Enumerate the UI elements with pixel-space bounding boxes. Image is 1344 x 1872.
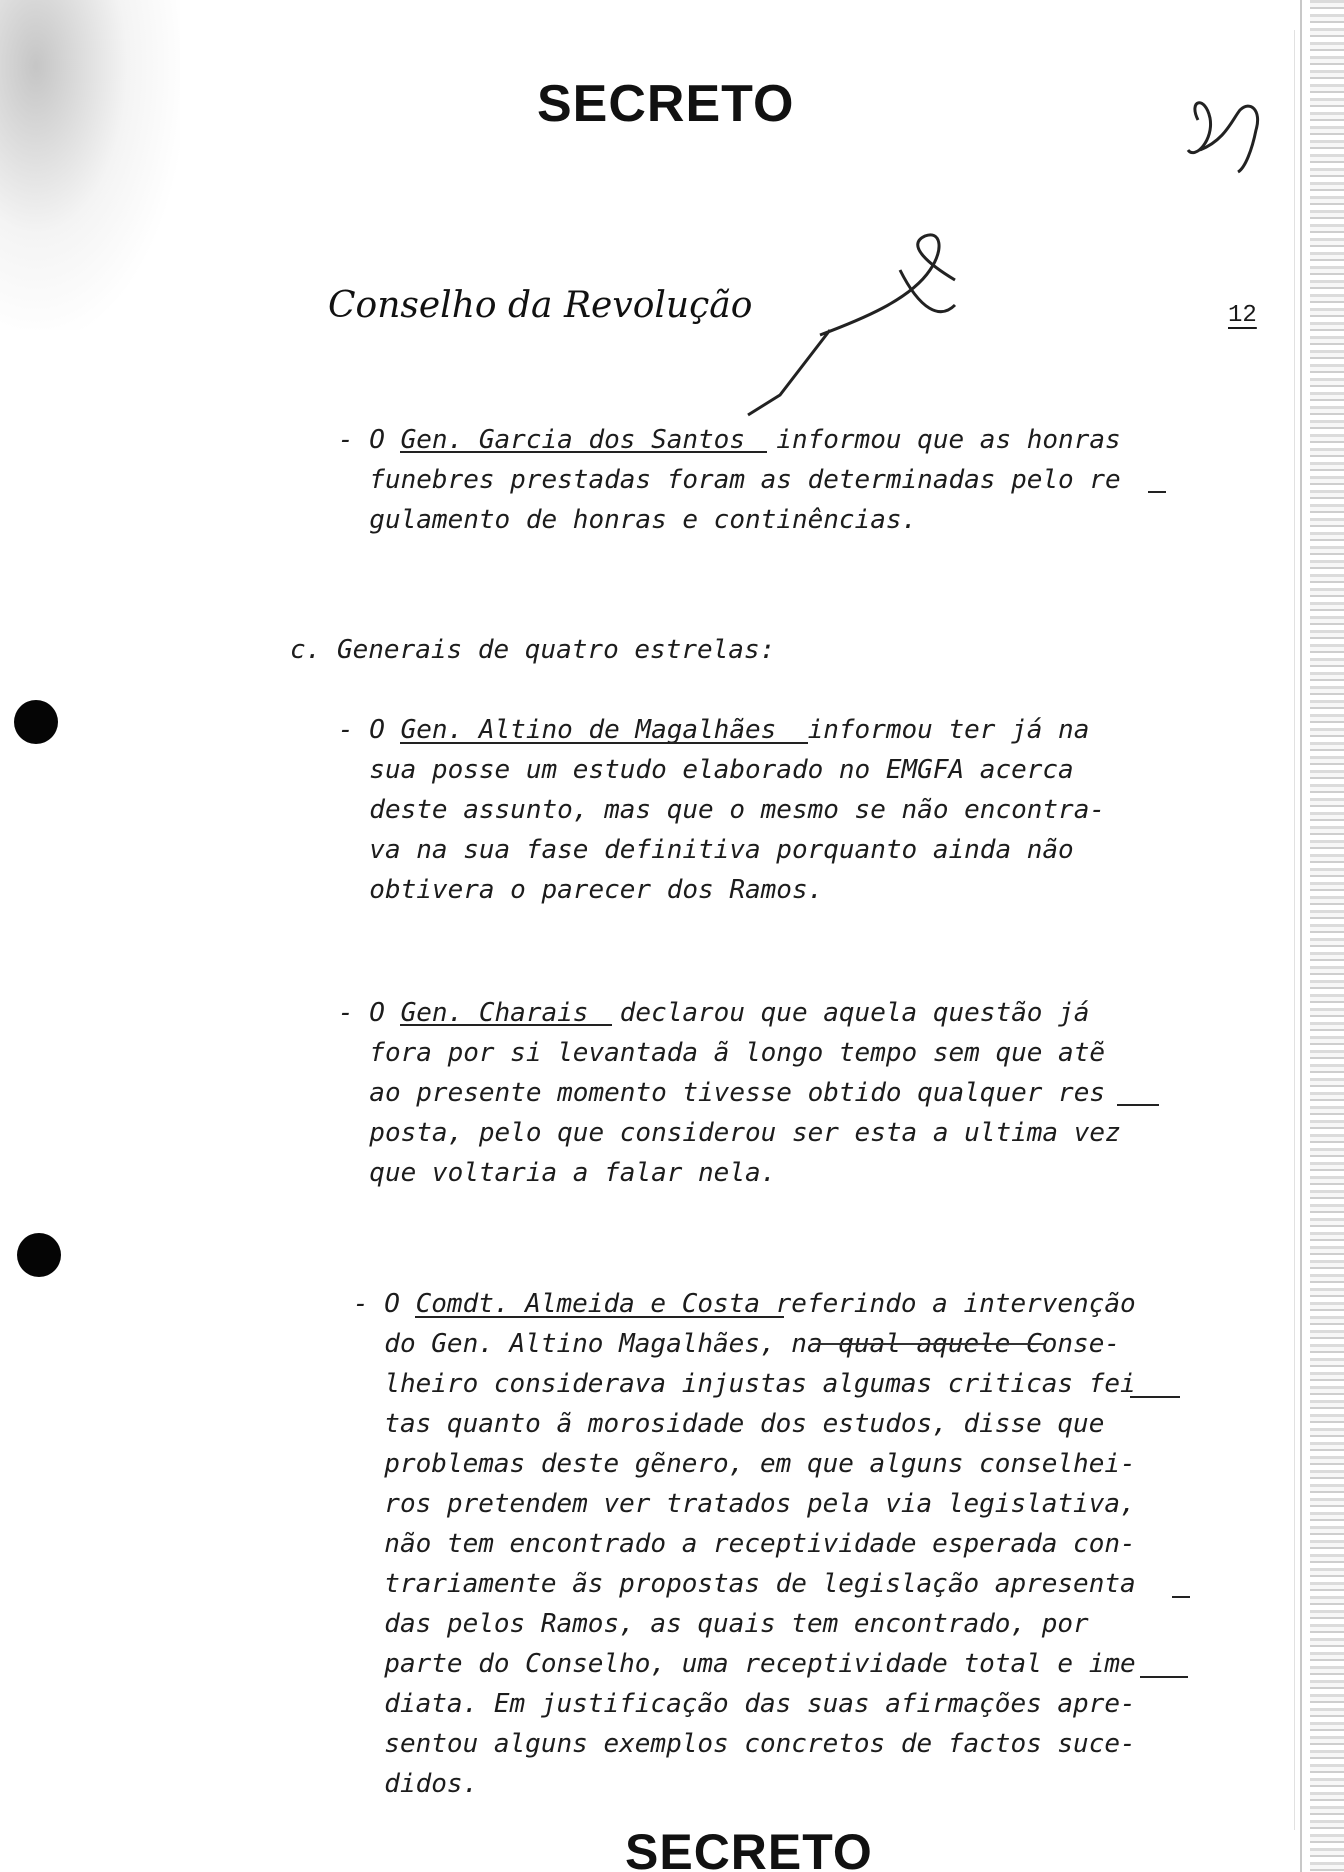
paragraph-altino-de-magalhaes: - O Gen. Altino de Magalhães informou ter já na sua posse um estudo elaborado no EMGFA acerca deste assunto, mas que o mesmo se não encontra- va na sua fase definitiva porquanto ainda não obtivera o parecer dos Ramos.	[338, 715, 1106, 905]
classification-stamp-bottom: SECRETO	[625, 1824, 873, 1872]
signature-flourish	[748, 235, 955, 415]
handwritten-initials	[1188, 103, 1258, 172]
paragraph-almeida-e-costa: - O Comdt. Almeida e Costa referindo a intervenção do Gen. Altino Magalhães, na qual aquele Conse- lheiro considerava injustas algumas criticas fei tas quanto ã morosidade dos estudos, disse que problemas deste gẽnero, em que alguns conselhei- ros pretendem ver tratados pela via legislativa, não tem encontrado a receptividade esperada con- trariamente ãs propostas de legislação apresenta das pelos Ramos, as quais tem encontrado, por parte do Conselho, uma receptividade total e ime diata. Em justificação das suas afirmações apre- sentou alguns exemplos concretos de factos suce- didos.	[353, 1289, 1136, 1799]
paragraph-charais: - O Gen. Charais declarou que aquela questão já fora por si levantada ã longo tempo sem que atẽ ao presente momento tivesse obtido qualquer res posta, pelo que considerou ser esta a ultima vez que voltaria a falar nela.	[338, 998, 1121, 1188]
section-heading-four-star-generals: c. Generais de quatro estrelas:	[290, 635, 776, 665]
letterhead-title: Conselho da Revolução	[328, 285, 753, 326]
paragraph-garcia-dos-santos: - O Gen. Garcia dos Santos informou que as honras funebres prestadas foram as determinadas pelo re gulamento de honras e continências.	[338, 425, 1121, 535]
page-number: 12	[1228, 302, 1257, 329]
classification-stamp-top: SECRETO	[537, 75, 795, 133]
